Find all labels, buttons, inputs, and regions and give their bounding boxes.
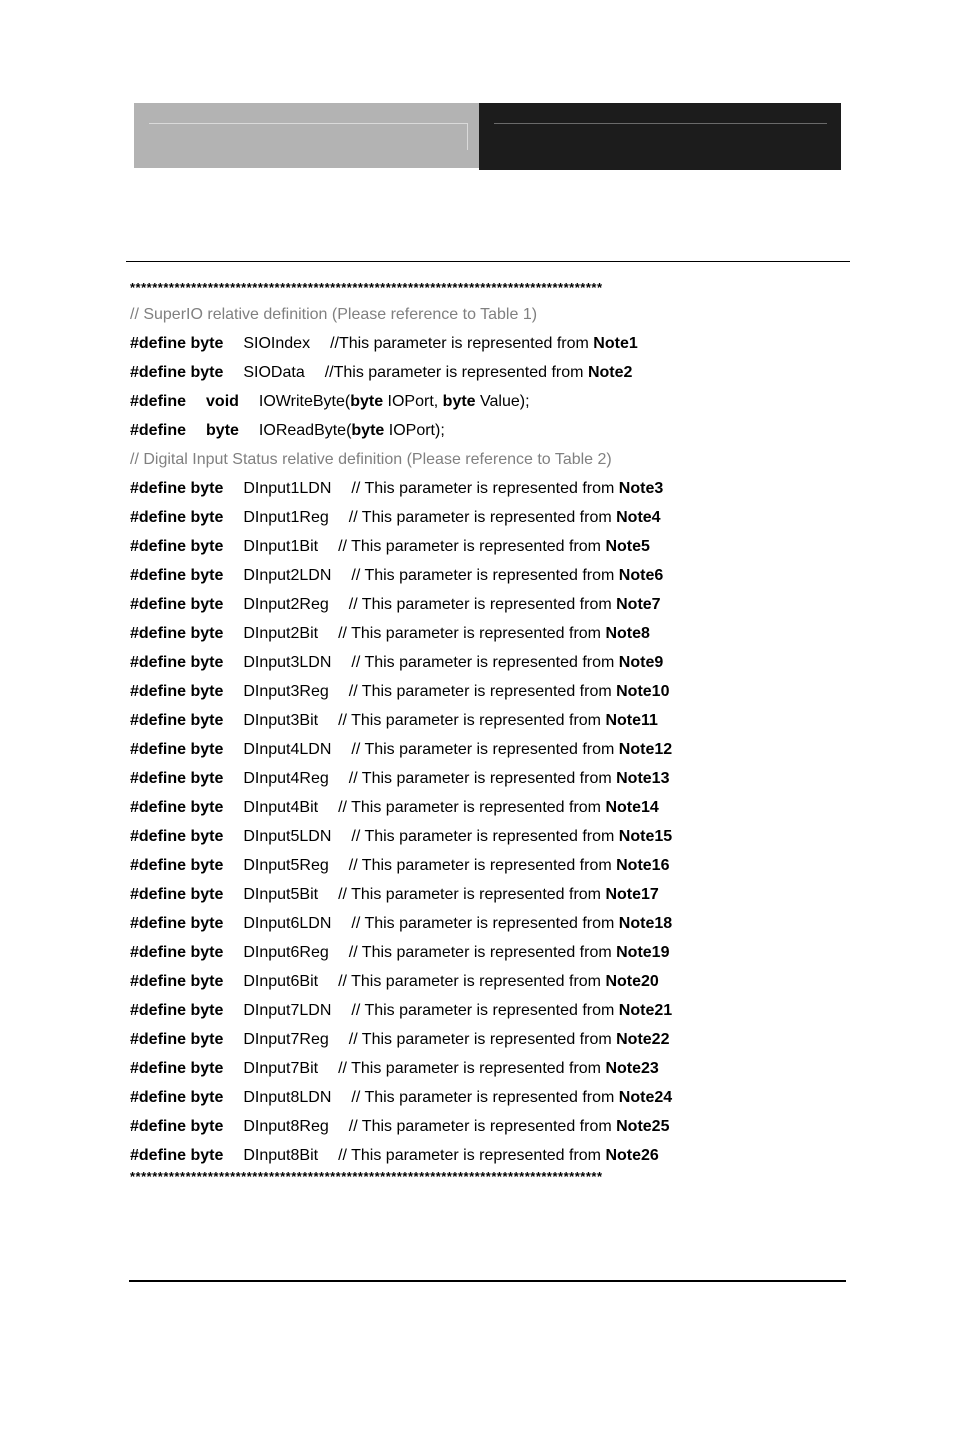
define-name: DInput2Bit (243, 625, 319, 642)
define-keyword: #define byte (130, 480, 224, 497)
define-keyword: #define byte (130, 364, 224, 381)
define-name: DInput7Bit (243, 1060, 319, 1077)
define-keyword: #define byte (130, 1147, 224, 1164)
define-comment: // This parameter is represented from (351, 828, 619, 845)
define-comment: // This parameter is represented from (348, 509, 617, 526)
define-comment: // This parameter is represented from (348, 770, 617, 787)
note-reference: Note17 (605, 886, 659, 903)
code-block (130, 276, 850, 1194)
define-keyword: #define byte (130, 625, 224, 642)
note-reference: Note23 (605, 1060, 659, 1077)
define-line (130, 1054, 850, 1083)
define-comment: // This parameter is represented from (348, 857, 617, 874)
define-name: DInput7Reg (243, 1031, 329, 1048)
digital-comment: // Digital Input Status relative definition (Please reference to Table 2) (130, 451, 612, 468)
define-name: DInput8Bit (243, 1147, 319, 1164)
define-name: DInput3LDN (243, 654, 332, 671)
digital-defines (130, 474, 850, 1170)
define-name: DInput1Bit (243, 538, 319, 555)
define-line (130, 996, 850, 1025)
note-reference: Note2 (587, 364, 633, 381)
define-line (130, 880, 850, 909)
define-keyword: #define byte (130, 886, 224, 903)
define-name: SIOIndex (243, 335, 311, 352)
define-keyword: #define byte (130, 567, 224, 584)
define-line (130, 851, 850, 880)
param-type: byte (442, 393, 476, 410)
define-name: DInput8LDN (243, 1089, 332, 1106)
return-type: void (206, 393, 239, 410)
define-name: DInput4Bit (243, 799, 319, 816)
define-keyword: #define byte (130, 944, 224, 961)
define-comment: // This parameter is represented from (351, 1002, 619, 1019)
define-comment: // This parameter is represented from (351, 1089, 619, 1106)
note-reference: Note25 (616, 1118, 670, 1135)
define-line (130, 1141, 850, 1170)
define-line (130, 1083, 850, 1112)
define-comment: // This parameter is represented from (338, 886, 606, 903)
note-reference: Note1 (593, 335, 638, 352)
define-keyword: #define byte (130, 1002, 224, 1019)
define-keyword: #define byte (130, 596, 224, 613)
define-line (130, 735, 850, 764)
define-name: DInput1LDN (243, 480, 332, 497)
define-name: DInput6Reg (243, 944, 329, 961)
define-keyword: #define (130, 393, 187, 410)
define-name: DInput5Reg (243, 857, 329, 874)
define-name: DInput6LDN (243, 915, 332, 932)
note-reference: Note15 (618, 828, 673, 845)
define-comment: //This parameter is represented from (324, 364, 588, 381)
define-name: DInput4LDN (243, 741, 332, 758)
define-comment: // This parameter is represented from (351, 654, 619, 671)
define-line (130, 503, 850, 532)
define-line (130, 619, 850, 648)
note-reference: Note26 (605, 1147, 659, 1164)
superio-comment: // SuperIO relative definition (Please reference to Table 1) (130, 306, 538, 323)
note-reference: Note4 (616, 509, 661, 526)
define-name: DInput8Reg (243, 1118, 329, 1135)
define-comment: // This parameter is represented from (338, 712, 606, 729)
define-comment: // This parameter is represented from (338, 973, 606, 990)
function-name: IOReadByte( (258, 422, 352, 439)
define-keyword: #define byte (130, 857, 224, 874)
note-reference: Note6 (618, 567, 664, 584)
define-line (130, 938, 850, 967)
note-reference: Note13 (616, 770, 670, 787)
define-line (130, 1112, 850, 1141)
define-line (130, 706, 850, 735)
note-reference: Note21 (618, 1002, 673, 1019)
stars-bottom: ************************************************************************************* (130, 1169, 603, 1184)
note-reference: Note19 (616, 944, 670, 961)
note-reference: Note22 (616, 1031, 670, 1048)
define-line (130, 474, 850, 503)
define-line (130, 590, 850, 619)
define-keyword: #define byte (130, 712, 224, 729)
define-name: DInput5Bit (243, 886, 319, 903)
param-name: IOPort, (383, 393, 443, 410)
note-reference: Note9 (618, 654, 664, 671)
param-name: IOPort); (384, 422, 445, 439)
define-line (130, 793, 850, 822)
define-keyword: #define byte (130, 1118, 224, 1135)
note-reference: Note14 (605, 799, 659, 816)
define-keyword: #define byte (130, 915, 224, 932)
define-keyword: #define byte (130, 683, 224, 700)
define-comment: // This parameter is represented from (338, 538, 606, 555)
define-line (130, 648, 850, 677)
define-name: SIOData (243, 364, 305, 381)
define-comment: // This parameter is represented from (351, 480, 619, 497)
define-name: DInput3Bit (243, 712, 319, 729)
note-reference: Note24 (618, 1089, 673, 1106)
note-reference: Note18 (618, 915, 673, 932)
note-reference: Note12 (618, 741, 673, 758)
define-line (130, 329, 850, 358)
note-reference: Note11 (605, 712, 658, 729)
define-comment: // This parameter is represented from (351, 567, 619, 584)
top-divider (126, 261, 850, 262)
define-line (130, 822, 850, 851)
header-tab-right-inner-line (494, 123, 827, 124)
define-line (130, 358, 850, 387)
note-reference: Note20 (605, 973, 659, 990)
define-line (130, 561, 850, 590)
define-keyword: #define byte (130, 509, 224, 526)
stars-top: ************************************************************************************* (130, 280, 603, 295)
bottom-divider (129, 1280, 846, 1282)
define-comment: // This parameter is represented from (351, 915, 619, 932)
define-name: DInput3Reg (243, 683, 329, 700)
define-name: DInput7LDN (243, 1002, 332, 1019)
define-keyword: #define byte (130, 741, 224, 758)
function-name: IOWriteByte( (258, 393, 351, 410)
define-comment: // This parameter is represented from (338, 799, 606, 816)
note-reference: Note10 (616, 683, 670, 700)
define-comment: // This parameter is represented from (351, 741, 619, 758)
define-keyword: #define byte (130, 973, 224, 990)
define-line (130, 677, 850, 706)
define-line (130, 909, 850, 938)
define-keyword: #define byte (130, 1060, 224, 1077)
define-line (130, 1025, 850, 1054)
param-type: byte (351, 422, 385, 439)
define-line (130, 532, 850, 561)
define-name: DInput2LDN (243, 567, 332, 584)
define-comment: //This parameter is represented from (330, 335, 594, 352)
note-reference: Note16 (616, 857, 670, 874)
note-reference: Note3 (618, 480, 664, 497)
define-name: DInput4Reg (243, 770, 329, 787)
define-comment: // This parameter is represented from (348, 596, 617, 613)
superio-defines (130, 329, 850, 387)
define-keyword: #define byte (130, 828, 224, 845)
define-keyword: #define byte (130, 799, 224, 816)
define-comment: // This parameter is represented from (348, 683, 617, 700)
function-line-write (130, 387, 850, 416)
define-comment: // This parameter is represented from (348, 1031, 617, 1048)
define-keyword: #define byte (130, 538, 224, 555)
header-tab-left (134, 103, 479, 168)
note-reference: Note8 (605, 625, 650, 642)
define-line (130, 764, 850, 793)
param-name: Value); (475, 393, 530, 410)
define-keyword: #define byte (130, 335, 224, 352)
function-line-read (130, 416, 850, 445)
define-comment: // This parameter is represented from (348, 944, 617, 961)
header-tab-left-inner-line (149, 123, 468, 150)
note-reference: Note7 (616, 596, 661, 613)
define-name: DInput5LDN (243, 828, 332, 845)
param-type: byte (350, 393, 384, 410)
define-keyword: #define byte (130, 1089, 224, 1106)
header-tab-right (479, 103, 841, 170)
define-name: DInput1Reg (243, 509, 329, 526)
define-comment: // This parameter is represented from (338, 1147, 606, 1164)
define-keyword: #define byte (130, 654, 224, 671)
define-name: DInput2Reg (243, 596, 329, 613)
define-line (130, 967, 850, 996)
note-reference: Note5 (605, 538, 650, 555)
define-keyword: #define byte (130, 770, 224, 787)
return-type: byte (206, 422, 239, 439)
define-comment: // This parameter is represented from (348, 1118, 617, 1135)
define-comment: // This parameter is represented from (338, 1060, 606, 1077)
define-keyword: #define byte (130, 1031, 224, 1048)
define-name: DInput6Bit (243, 973, 319, 990)
define-keyword: #define (130, 422, 187, 439)
define-comment: // This parameter is represented from (338, 625, 606, 642)
